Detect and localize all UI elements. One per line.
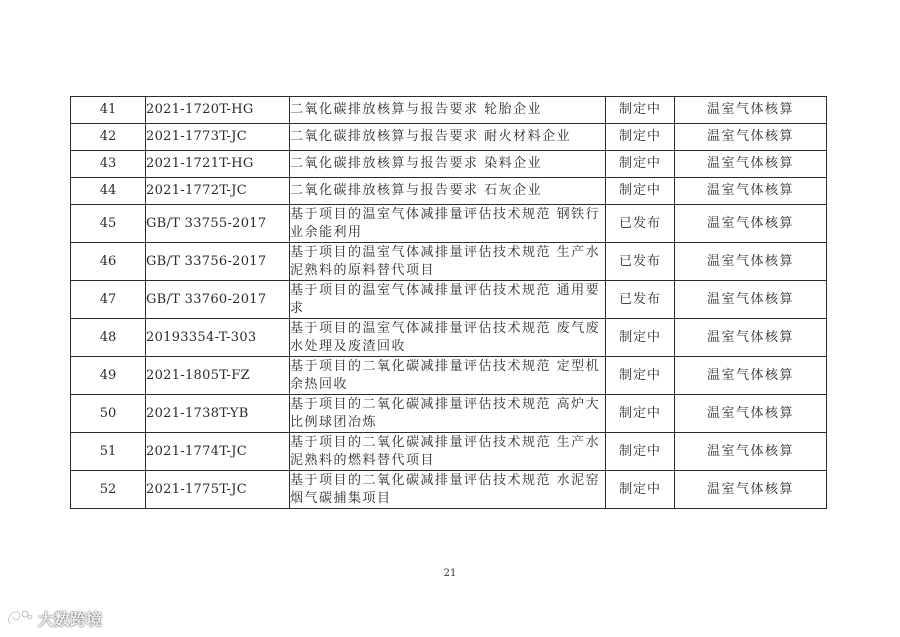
standards-table [70, 96, 827, 509]
status-cell: 制定中 [606, 433, 675, 471]
standard-code-cell: 2021-1738T-YB [146, 395, 290, 433]
row-number-cell: 45 [71, 205, 146, 243]
standard-name-cell: 基于项目的温室气体减排量评估技术规范 通用要求 [290, 281, 606, 319]
category-cell: 温室气体核算 [675, 151, 827, 178]
standard-name-cell: 基于项目的二氧化碳减排量评估技术规范 水泥窑烟气碳捕集项目 [290, 471, 606, 509]
category-cell: 温室气体核算 [675, 124, 827, 151]
table-row [71, 151, 827, 178]
row-number-cell: 48 [71, 319, 146, 357]
standard-name-cell: 二氧化碳排放核算与报告要求 染料企业 [290, 151, 606, 178]
category-cell: 温室气体核算 [675, 178, 827, 205]
standard-code-cell: 20193354-T-303 [146, 319, 290, 357]
status-cell: 制定中 [606, 178, 675, 205]
standard-name-cell: 基于项目的二氧化碳减排量评估技术规范 高炉大比例球团冶炼 [290, 395, 606, 433]
table-row [71, 243, 827, 281]
category-cell: 温室气体核算 [675, 243, 827, 281]
dashuju-logo-icon [6, 608, 34, 630]
status-cell: 已发布 [606, 281, 675, 319]
status-cell: 已发布 [606, 243, 675, 281]
table-row [71, 319, 827, 357]
standard-name-cell: 基于项目的二氧化碳减排量评估技术规范 定型机余热回收 [290, 357, 606, 395]
status-cell: 制定中 [606, 395, 675, 433]
status-cell: 已发布 [606, 205, 675, 243]
standard-code-cell: 2021-1773T-JC [146, 124, 290, 151]
row-number-cell: 49 [71, 357, 146, 395]
status-cell: 制定中 [606, 97, 675, 124]
row-number-cell: 42 [71, 124, 146, 151]
row-number-cell: 46 [71, 243, 146, 281]
status-cell: 制定中 [606, 319, 675, 357]
row-number-cell: 51 [71, 433, 146, 471]
page-number: 21 [443, 568, 457, 579]
category-cell: 温室气体核算 [675, 471, 827, 509]
row-number-cell: 52 [71, 471, 146, 509]
status-cell: 制定中 [606, 357, 675, 395]
row-number-cell: 44 [71, 178, 146, 205]
category-cell: 温室气体核算 [675, 97, 827, 124]
row-number-cell: 41 [71, 97, 146, 124]
standard-code-cell: 2021-1720T-HG [146, 97, 290, 124]
category-cell: 温室气体核算 [675, 357, 827, 395]
standard-name-cell: 基于项目的温室气体减排量评估技术规范 生产水泥熟料的原料替代项目 [290, 243, 606, 281]
table-row [71, 471, 827, 509]
row-number-cell: 47 [71, 281, 146, 319]
table-row [71, 281, 827, 319]
standard-code-cell: 2021-1721T-HG [146, 151, 290, 178]
status-cell: 制定中 [606, 151, 675, 178]
category-cell: 温室气体核算 [675, 395, 827, 433]
standard-name-cell: 基于项目的温室气体减排量评估技术规范 废气废水处理及废渣回收 [290, 319, 606, 357]
standard-code-cell: 2021-1775T-JC [146, 471, 290, 509]
standard-code-cell: 2021-1805T-FZ [146, 357, 290, 395]
standard-code-cell: GB/T 33756-2017 [146, 243, 290, 281]
standard-code-cell: 2021-1774T-JC [146, 433, 290, 471]
table-row [71, 178, 827, 205]
category-cell: 温室气体核算 [675, 205, 827, 243]
standard-name-cell: 基于项目的二氧化碳减排量评估技术规范 生产水泥熟料的燃料替代项目 [290, 433, 606, 471]
standards-table-body [71, 97, 827, 509]
table-row [71, 357, 827, 395]
status-cell: 制定中 [606, 471, 675, 509]
table-row [71, 205, 827, 243]
row-number-cell: 50 [71, 395, 146, 433]
standard-code-cell: GB/T 33760-2017 [146, 281, 290, 319]
standard-code-cell: GB/T 33755-2017 [146, 205, 290, 243]
category-cell: 温室气体核算 [675, 433, 827, 471]
category-cell: 温室气体核算 [675, 319, 827, 357]
table-row [71, 433, 827, 471]
table-row [71, 97, 827, 124]
standard-code-cell: 2021-1772T-JC [146, 178, 290, 205]
watermark [6, 607, 102, 630]
standard-name-cell: 二氧化碳排放核算与报告要求 耐火材料企业 [290, 124, 606, 151]
table-row [71, 395, 827, 433]
standard-name-cell: 二氧化碳排放核算与报告要求 轮胎企业 [290, 97, 606, 124]
row-number-cell: 43 [71, 151, 146, 178]
watermark-text: 大数跨境 [38, 610, 103, 629]
table-row [71, 124, 827, 151]
standard-name-cell: 二氧化碳排放核算与报告要求 石灰企业 [290, 178, 606, 205]
category-cell: 温室气体核算 [675, 281, 827, 319]
standard-name-cell: 基于项目的温室气体减排量评估技术规范 钢铁行业余能利用 [290, 205, 606, 243]
status-cell: 制定中 [606, 124, 675, 151]
